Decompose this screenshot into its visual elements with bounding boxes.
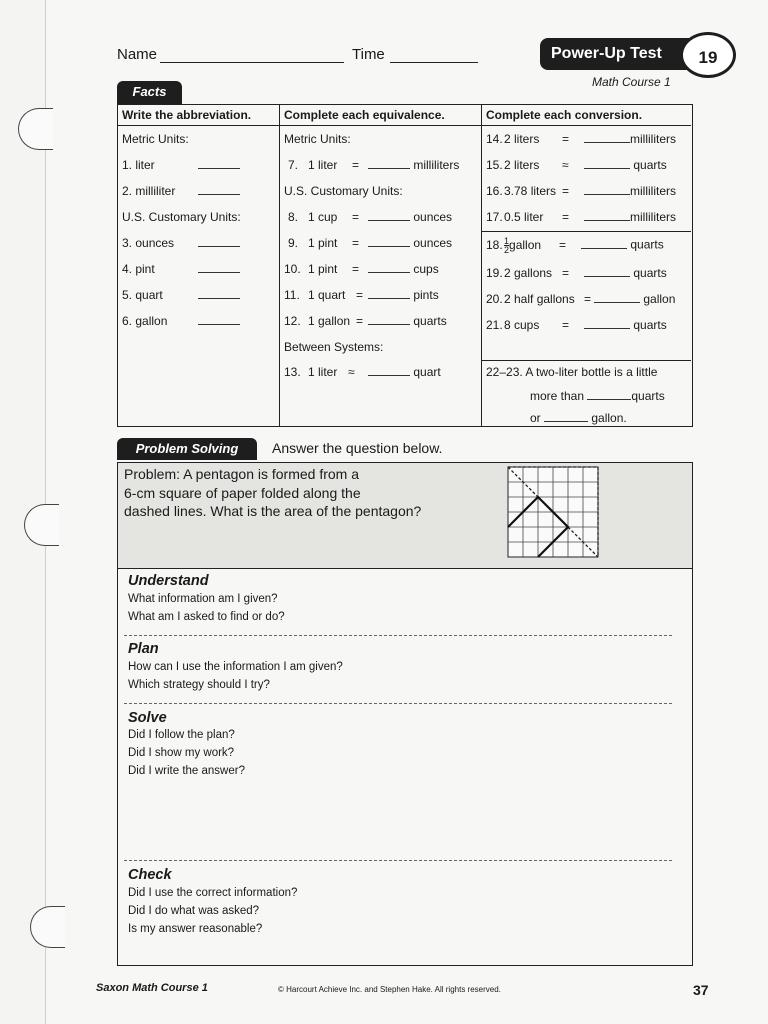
problem-solving-prompt: Answer the question below. [272,440,443,456]
fact-item: 10. 1 pint = cups [284,262,439,276]
step-understand-title: Understand [128,573,209,589]
name-label: Name [117,46,158,63]
fact-item: 15.2 liters ≈ quarts [486,158,667,172]
problem-text: Problem: A pentagon is formed from a 6-cm square of paper folded along the dashed lines. What is the area of the pentagon? [124,466,422,519]
fact-item: 8. 1 cup = ounces [288,210,453,224]
fact-item: 16.3.78 liters = milliliters [486,184,676,198]
problem-statement [118,463,692,569]
answer-blank[interactable] [584,132,630,143]
guiding-question: Did I show my work? [128,747,235,759]
conversion-column [482,105,691,426]
answer-blank[interactable] [368,365,410,376]
guiding-question: Is my answer reasonable? [128,923,263,935]
step-plan-title: Plan [128,641,159,657]
subheading: Between Systems: [284,340,384,354]
section-divider [124,703,672,704]
fact-item: 4. pint [122,262,279,276]
fact-item: 1. liter [122,158,279,172]
answer-blank[interactable] [368,314,410,325]
answer-blank[interactable] [584,210,630,221]
fact-item: 2. milliliter [122,184,279,198]
binder-hole [18,108,53,150]
subheading: Metric Units: [284,132,351,146]
binder-hole [24,504,59,546]
answer-blank[interactable] [544,411,588,422]
book-title: Saxon Math Course 1 [96,982,208,994]
fact-item: 22–23. A two-liter bottle is a little [486,365,658,379]
answer-blank[interactable] [587,389,631,400]
facts-tag: Facts [117,81,182,104]
column-heading: Complete each conversion. [482,105,691,126]
problem-solving-box [117,462,693,966]
fact-item: or gallon. [530,411,627,425]
guiding-question: How can I use the information I am given? [128,661,343,673]
answer-blank[interactable] [581,238,627,249]
answer-blank[interactable] [198,236,240,247]
time-field[interactable] [390,62,478,63]
guiding-question: Did I write the answer? [128,765,245,777]
folded-square-diagram [507,466,599,558]
step-check-title: Check [128,867,172,883]
fact-item: more than quarts [530,389,665,403]
facts-table [117,104,693,427]
subheading: U.S. Customary Units: [122,210,241,224]
fact-item: 3. ounces [122,236,279,250]
answer-blank[interactable] [584,266,630,277]
fact-item: 21.8 cups = quarts [486,318,667,332]
section-divider [482,231,691,232]
answer-blank[interactable] [198,262,240,273]
column-heading: Complete each equivalence. [280,105,481,126]
problem-solving-tag: Problem Solving [117,438,257,460]
subheading: Metric Units: [122,132,189,146]
fact-item: 17.0.5 liter = milliliters [486,210,676,224]
guiding-question: What am I asked to find or do? [128,611,285,623]
fact-item: 18. $\frac{1}{2}$ gallon = quarts [486,236,664,255]
course-label: Math Course 1 [592,75,671,89]
test-title: Power-Up Test [540,38,692,70]
page-number: 37 [693,982,709,998]
guiding-question: Did I use the correct information? [128,887,298,899]
name-field[interactable] [160,62,344,63]
fraction-one-half: $\frac{1}{2}$ [504,236,510,255]
fact-item: 5. quart [122,288,279,302]
answer-blank[interactable] [198,314,240,325]
time-label: Time [352,46,385,63]
answer-blank[interactable] [198,184,240,195]
fact-item: 7. 1 liter = milliliters [288,158,460,172]
fact-item: 20.2 half gallons = gallon [486,292,676,306]
fact-item: 9. 1 pint = ounces [288,236,453,250]
fact-item: 12. 1 gallon = quarts [284,314,447,328]
equivalence-column [280,105,482,426]
answer-blank[interactable] [584,318,630,329]
guiding-question: What information am I given? [128,593,278,605]
test-number-badge: 19 [680,32,736,78]
section-divider [124,635,672,636]
answer-blank[interactable] [198,288,240,299]
answer-blank[interactable] [594,292,640,303]
fact-item: 14.2 liters = milliliters [486,132,676,146]
fact-item: 13. 1 liter ≈ quart [284,365,441,379]
fact-item: 6. gallon [122,314,279,328]
answer-blank[interactable] [368,210,410,221]
column-heading: Write the abbreviation. [118,105,279,126]
answer-blank[interactable] [368,288,410,299]
section-divider [482,360,691,361]
answer-blank[interactable] [368,236,410,247]
binder-hole [30,906,65,948]
section-divider [124,860,672,861]
guiding-question: Did I follow the plan? [128,729,235,741]
fact-item: 11. 1 quart = pints [284,288,439,302]
guiding-question: Which strategy should I try? [128,679,270,691]
answer-blank[interactable] [584,158,630,169]
copyright-notice: © Harcourt Achieve Inc. and Stephen Hake. All rights reserved. [278,985,501,994]
fact-item: 19.2 gallons = quarts [486,266,667,280]
answer-blank[interactable] [198,158,240,169]
abbreviation-column [118,105,280,426]
answer-blank[interactable] [368,262,410,273]
guiding-question: Did I do what was asked? [128,905,260,917]
answer-blank[interactable] [584,184,630,195]
answer-blank[interactable] [368,158,410,169]
step-solve-title: Solve [128,710,167,726]
subheading: U.S. Customary Units: [284,184,403,198]
